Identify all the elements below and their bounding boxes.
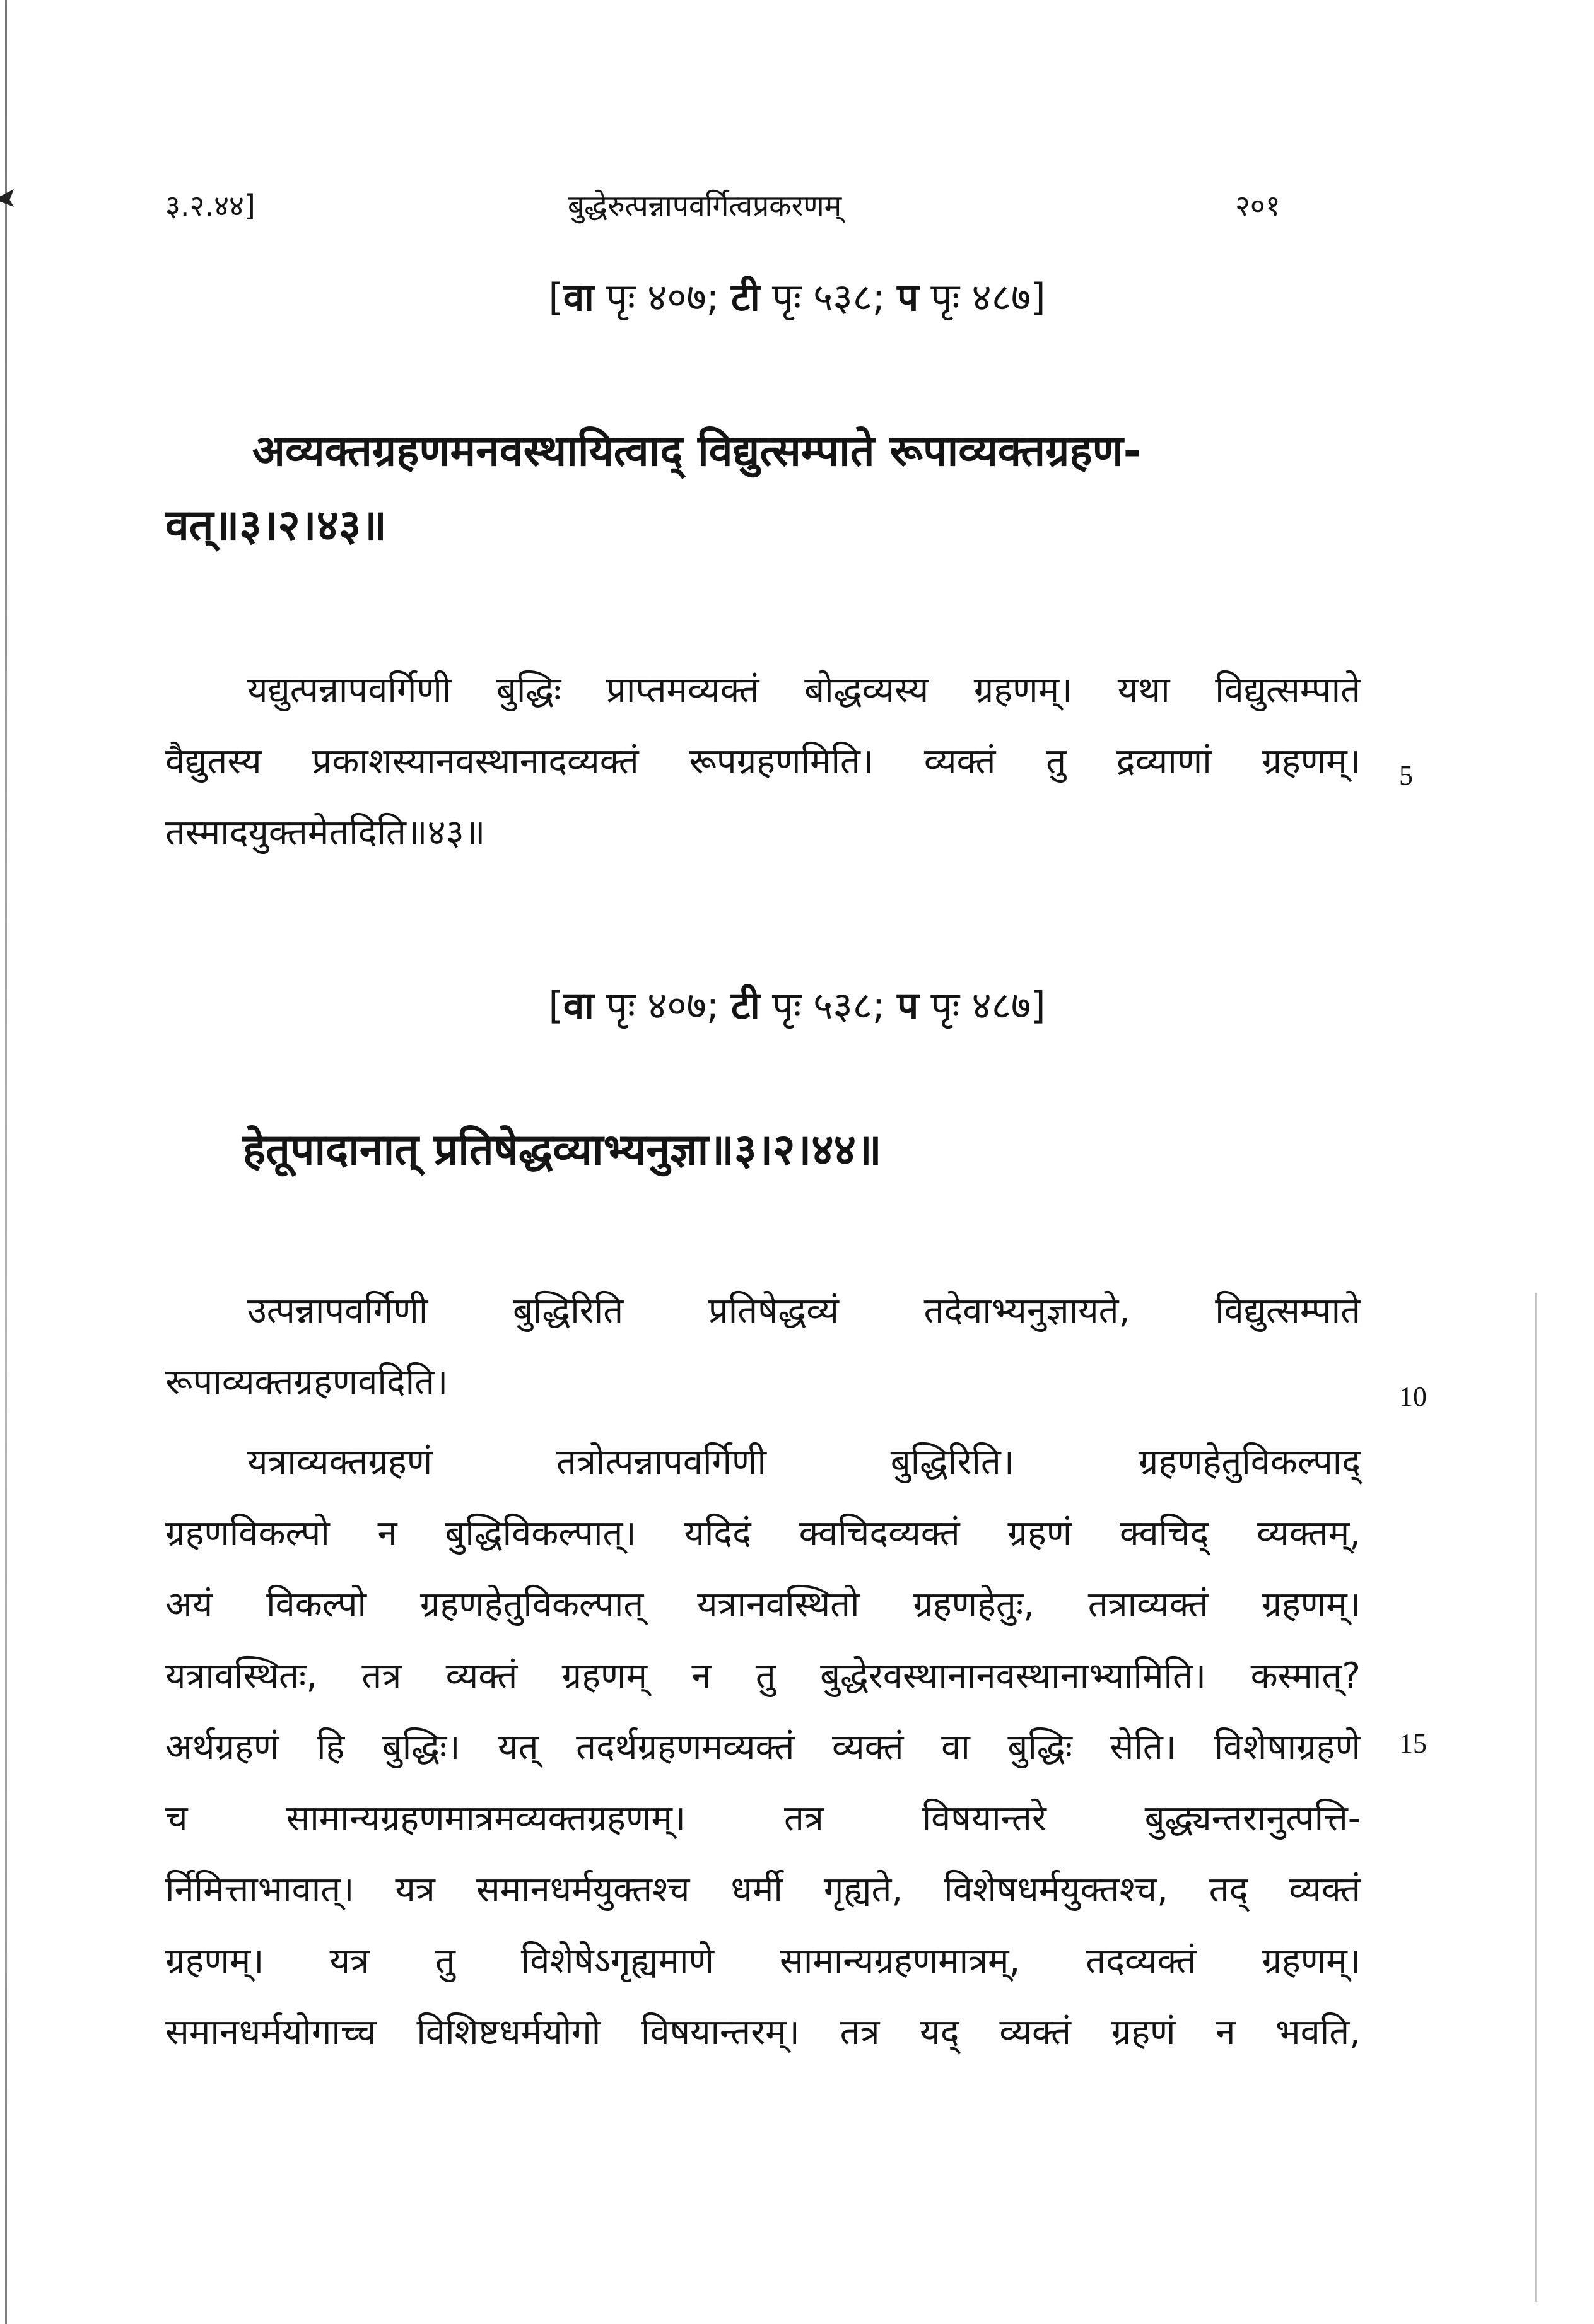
sutra-2: हेतूपादानात् प्रतिषेद्धव्याभ्यनुज्ञा॥३।२।४४॥ — [243, 1125, 882, 1175]
ref-ti: टी — [731, 276, 760, 320]
line-number-15: 15 — [1399, 1728, 1427, 1759]
commentary-paragraph-3 — [165, 1427, 1361, 2068]
ref-ti: टी — [731, 984, 760, 1028]
commentary-line: अयं विकल्पो ग्रहणहेतुविकल्पात् यत्रानवस्थितो ग्रहणहेतुः, तत्राव्यक्तं ग्रहणम्। — [165, 1584, 1361, 1625]
commentary-paragraph-1 — [165, 655, 1361, 868]
ref-open-bracket: [ — [548, 984, 563, 1028]
running-head-title: बुद्धेरुत्पन्नापवर्गित्वप्रकरणम् — [568, 189, 842, 223]
reference-line-2 — [0, 981, 1594, 1031]
ref-ti-page: पृः ५३८; — [759, 276, 898, 320]
ref-va: वा — [563, 276, 594, 320]
ref-pa-page: पृः ४८७] — [918, 276, 1046, 320]
commentary-paragraph-2 — [165, 1275, 1361, 1418]
scan-edge-left — [5, 0, 7, 2324]
ref-pa-page: पृः ४८७] — [918, 984, 1046, 1028]
ref-va-page: पृः ४०७; — [594, 276, 732, 320]
commentary-line: समानधर्मयोगाच्च विशिष्टधर्मयोगो विषयान्तरम्। तत्र यद् व्यक्तं ग्रहणं न भवति, — [165, 2012, 1361, 2053]
commentary-line: यत्राव्यक्तग्रहणं तत्रोत्पन्नापवर्गिणी बुद्धिरिति। ग्रहणहेतुविकल्पाद् — [247, 1442, 1361, 1483]
sutra-1-line-1: अव्यक्तग्रहणमनवस्थायित्वाद् विद्युत्सम्पाते रूपाव्यक्तग्रहण- — [252, 426, 1141, 476]
running-head-section-number: ३.२.४४] — [165, 189, 255, 223]
commentary-line: र्निमित्ताभावात्। यत्र समानधर्मयुक्तश्च धर्मी गृह्यते, विशेषधर्मयुक्तश्च, तद् व्यक्तं — [165, 1869, 1361, 1910]
scan-mark — [0, 189, 14, 207]
commentary-line: तस्मादयुक्तमेतदिति॥४३॥ — [165, 812, 486, 853]
ref-ti-page: पृः ५३८; — [759, 984, 898, 1028]
scan-edge-right — [1535, 1293, 1537, 2302]
commentary-line: च सामान्यग्रहणमात्रमव्यक्तग्रहणम्। तत्र विषयान्तरे बुद्ध्यन्तरानुत्पत्ति- — [165, 1798, 1361, 1839]
ref-pa: प — [897, 276, 919, 320]
page-number: २०१ — [1235, 189, 1280, 223]
commentary-line: वैद्युतस्य प्रकाशस्यानवस्थानादव्यक्तं रूपग्रहणमिति। व्यक्तं तु द्रव्याणां ग्रहणम्। — [165, 741, 1361, 782]
ref-va-page: पृः ४०७; — [594, 984, 732, 1028]
commentary-line: यत्रावस्थितः, तत्र व्यक्तं ग्रहणम् न तु बुद्धेरवस्थानानवस्थानाभ्यामिति। कस्मात्? — [165, 1655, 1361, 1696]
commentary-line: ग्रहणम्। यत्र तु विशेषेऽगृह्यमाणे सामान्यग्रहणमात्रम्, तदव्यक्तं ग्रहणम्। — [165, 1941, 1361, 1982]
sutra-1-line-2: वत्॥३।२।४३॥ — [165, 501, 387, 551]
commentary-line: ग्रहणविकल्पो न बुद्धिविकल्पात्। यदिदं क्वचिदव्यक्तं ग्रहणं क्वचिद् व्यक्तम्, — [165, 1513, 1361, 1554]
ref-pa: प — [897, 984, 919, 1028]
commentary-line: उत्पन्नापवर्गिणी बुद्धिरिति प्रतिषेद्धव्यं तदेवाभ्यनुज्ञायते, विद्युत्सम्पाते — [247, 1290, 1361, 1331]
commentary-line: यद्युत्पन्नापवर्गिणी बुद्धिः प्राप्तमव्यक्तं बोद्धव्यस्य ग्रहणम्। यथा विद्युत्सम्पाते — [247, 670, 1361, 711]
line-number-10: 10 — [1399, 1381, 1427, 1412]
reference-line-1 — [0, 272, 1594, 323]
ref-va: वा — [563, 984, 594, 1028]
commentary-line: अर्थग्रहणं हि बुद्धिः। यत् तदर्थग्रहणमव्यक्तं व्यक्तं वा बुद्धिः सेति। विशेषाग्रहणे — [165, 1727, 1361, 1768]
commentary-line: रूपाव्यक्तग्रहणवदिति। — [165, 1362, 448, 1403]
line-number-5: 5 — [1399, 760, 1413, 791]
ref-open-bracket: [ — [548, 276, 563, 320]
